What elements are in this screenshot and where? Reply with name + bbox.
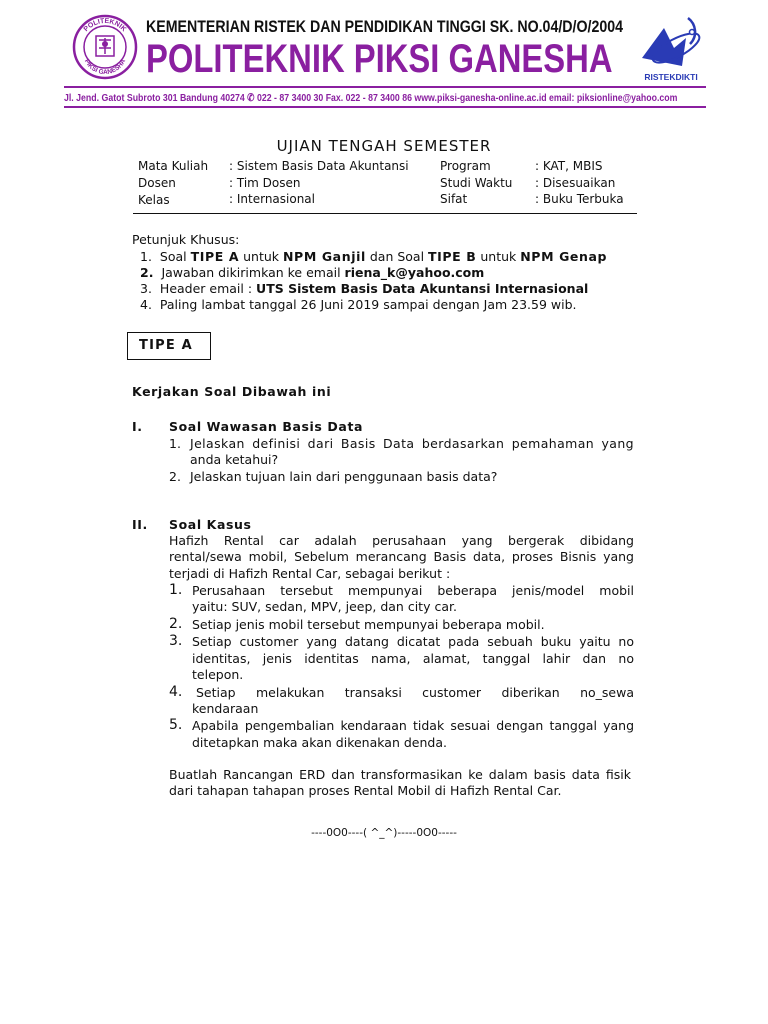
section-1-number: I. bbox=[132, 419, 143, 434]
case-item-text: Apabila pengembalian kendaraan tidak sesuai dengan tanggal yang bbox=[192, 718, 634, 733]
instruction-item: 2. Jawaban dikirimkan ke email riena_k@yahoo.com bbox=[140, 265, 485, 280]
piksi-ganesha-seal-logo bbox=[72, 14, 138, 80]
ristekdikti-logo bbox=[636, 14, 706, 84]
instruction-number: 1. bbox=[140, 249, 152, 264]
instruction-number: 3. bbox=[140, 281, 152, 296]
closing-instruction: Buatlah Rancangan ERD dan transformasikan ke dalam basis data fisik bbox=[169, 767, 631, 782]
case-item-text: kendaraan bbox=[192, 701, 259, 716]
case-item-text: ditetapkan maka akan dikenakan denda. bbox=[192, 735, 447, 750]
case-item-text: yaitu: SUV, sedan, MPV, jeep, dan city car. bbox=[192, 599, 457, 614]
case-item-text: telepon. bbox=[192, 667, 244, 682]
header-rule-top bbox=[64, 86, 706, 88]
case-item-text: Setiap jenis mobil tersebut mempunyai beberapa mobil. bbox=[192, 617, 545, 632]
seal-text-bottom: PIKSI GANESHA bbox=[82, 58, 128, 77]
exam-title: UJIAN TENGAH SEMESTER bbox=[276, 137, 492, 155]
info-value-study-time: : Disesuaikan bbox=[535, 176, 616, 190]
case-intro-line: Hafizh Rental car adalah perusahaan yang bergerak dibidang bbox=[169, 533, 634, 548]
info-label-nature: Sifat bbox=[440, 192, 468, 206]
question-text: anda ketahui? bbox=[190, 452, 279, 467]
end-mark: ----0O0----( ^_^)-----0O0----- bbox=[311, 827, 457, 839]
info-value-lecturer: : Tim Dosen bbox=[229, 176, 301, 190]
instruction-number: 2. bbox=[140, 265, 154, 280]
case-intro-line: terjadi di Hafizh Rental Car, sebagai berikut : bbox=[169, 566, 451, 581]
case-item-text: Setiap melakukan transaksi customer diberikan no_sewa bbox=[196, 685, 634, 700]
info-value-program: : KAT, MBIS bbox=[535, 159, 603, 173]
closing-instruction: dari tahapan tahapan proses Rental Mobil di Hafizh Rental Car. bbox=[169, 783, 562, 798]
instruction-item: 1. Soal TIPE A untuk NPM Ganjil dan Soal TIPE B untuk NPM Genap bbox=[140, 249, 608, 264]
section-1-title: Soal Wawasan Basis Data bbox=[169, 419, 364, 434]
ristekdikti-text: RISTEKDIKTI bbox=[644, 72, 698, 82]
instructions-heading: Petunjuk Khusus: bbox=[132, 232, 240, 247]
info-label-lecturer: Dosen bbox=[138, 176, 176, 190]
info-label-class: Kelas bbox=[138, 193, 170, 207]
case-item-text: Setiap customer yang datang dicatat pada sebuah buku yaitu no bbox=[192, 634, 634, 649]
section-2-title: Soal Kasus bbox=[169, 517, 252, 532]
info-divider bbox=[133, 213, 637, 214]
tipe-label: TIPE A bbox=[139, 338, 193, 353]
instruction-item: 4. Paling lambat tanggal 26 Juni 2019 sampai dengan Jam 23.59 wib. bbox=[140, 297, 577, 312]
ministry-heading: KEMENTERIAN RISTEK DAN PENDIDIKAN TINGGI SK. NO.04/D/O/2004 bbox=[146, 18, 624, 36]
info-value-class: : Internasional bbox=[229, 192, 315, 206]
question-text: Jelaskan tujuan lain dari penggunaan basis data? bbox=[190, 469, 498, 484]
case-item-text: Perusahaan tersebut mempunyai beberapa jenis/model mobil bbox=[192, 583, 634, 598]
section-2-number: II. bbox=[132, 517, 148, 532]
case-item-text: identitas, jenis identitas nama, alamat, tanggal lahir dan no bbox=[192, 651, 634, 666]
info-value-nature: : Buku Terbuka bbox=[535, 192, 624, 206]
case-item-number: 1. bbox=[169, 582, 183, 598]
institution-address: Jl. Jend. Gatot Subroto 301 Bandung 40274 ✆ 022 - 87 3400 30 Fax. 022 - 87 3400 86 www.piksi-ganesha-online.ac.id email: piksionline@yahoo.com bbox=[64, 92, 678, 104]
question-number: 1. bbox=[169, 436, 181, 451]
case-item-number: 4. bbox=[169, 684, 183, 700]
question-number: 2. bbox=[169, 469, 181, 484]
case-item-number: 2. bbox=[169, 616, 183, 632]
case-item-number: 5. bbox=[169, 717, 183, 733]
info-label-program: Program bbox=[440, 159, 491, 173]
question-text: Jelaskan definisi dari Basis Data berdasarkan pemahaman yang bbox=[190, 436, 634, 451]
instruction-item: 3. Header email : UTS Sistem Basis Data Akuntansi Internasional bbox=[140, 281, 589, 296]
seal-text-top: POLITEKNIK bbox=[82, 17, 128, 34]
task-heading: Kerjakan Soal Dibawah ini bbox=[132, 384, 332, 399]
header-rule-bottom bbox=[64, 106, 706, 108]
institution-name: POLITEKNIK PIKSI GANESHA bbox=[146, 37, 613, 81]
case-item-number: 3. bbox=[169, 633, 183, 649]
submission-email: riena_k@yahoo.com bbox=[344, 265, 485, 280]
info-label-study-time: Studi Waktu bbox=[440, 176, 513, 190]
info-value-course: : Sistem Basis Data Akuntansi bbox=[229, 159, 409, 173]
instruction-number: 4. bbox=[140, 297, 152, 312]
case-intro-line: rental/sewa mobil, Sebelum merancang Basis data, proses Bisnis yang bbox=[169, 549, 634, 564]
info-label-course: Mata Kuliah bbox=[138, 159, 209, 173]
